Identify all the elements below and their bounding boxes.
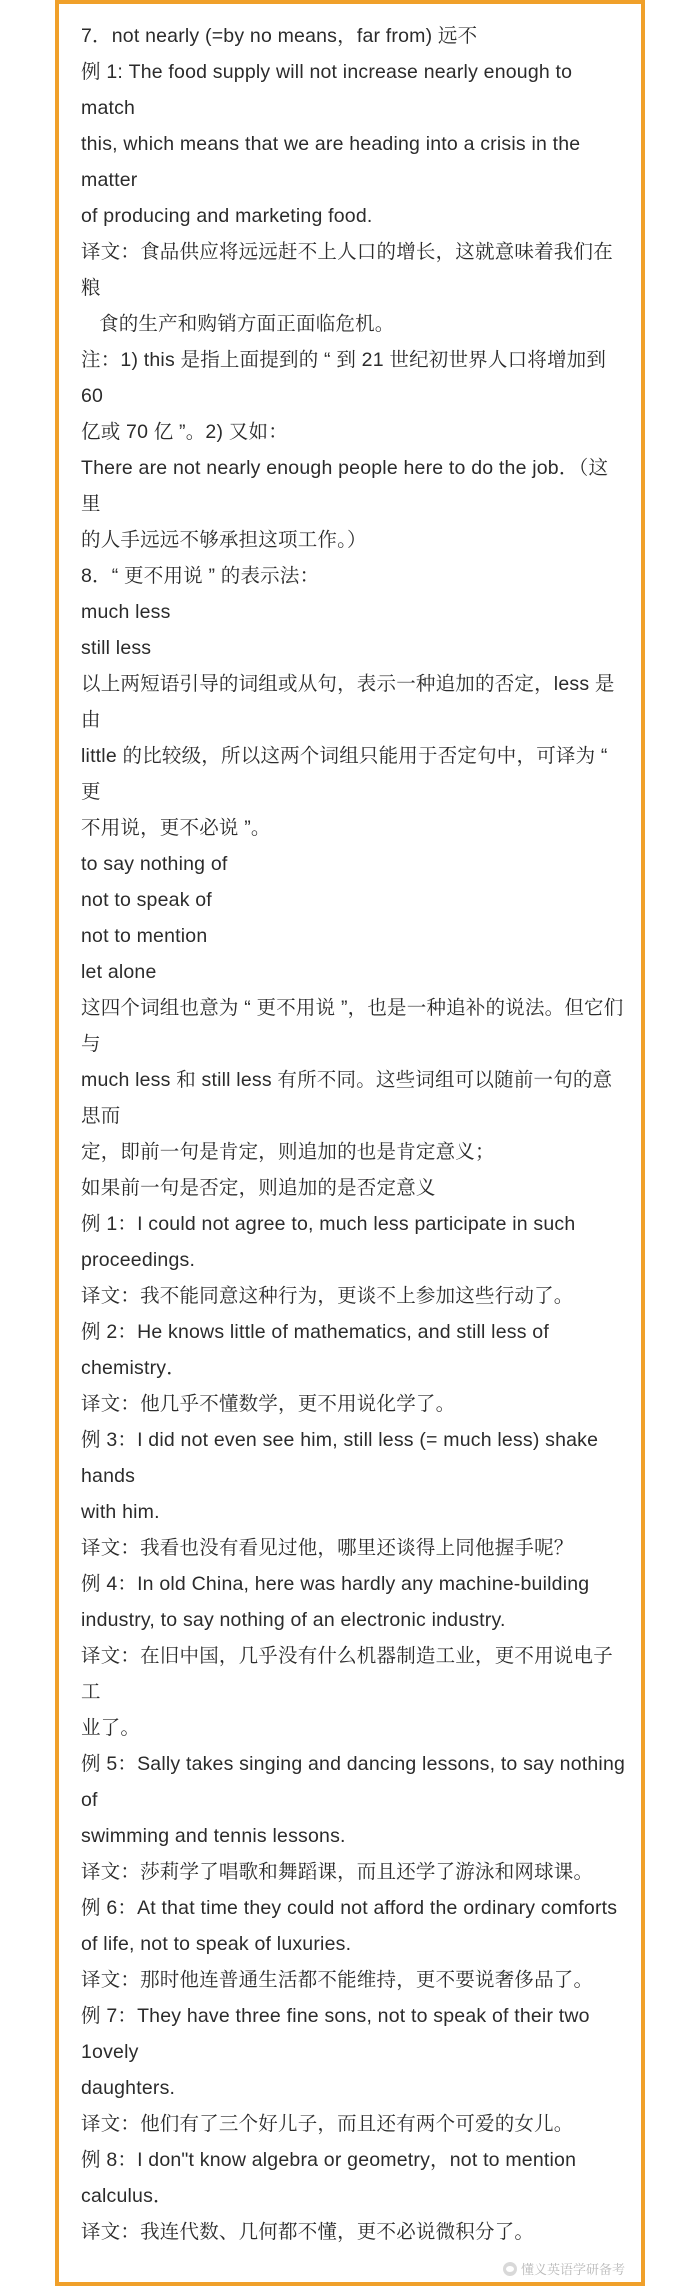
text-line: proceedings. (81, 1249, 196, 1271)
text-line: 译文：食品供应将远远赶不上人口的增长，这就意味着我们在粮 (81, 241, 613, 299)
text-line: 业了。 (81, 1717, 141, 1739)
text-line: 例 5：Sally takes singing and dancing lessons, to say nothing of (81, 1753, 631, 1811)
watermark-label: 懂义英语学研备考 (520, 2262, 625, 2277)
text-line: still less (81, 637, 152, 659)
text-line: 译文：我连代数、几何都不懂，更不必说微积分了。 (81, 2221, 535, 2243)
text-line: 亿或 70 亿 ”。2) 又如： (81, 421, 288, 443)
text-line: let alone (81, 961, 157, 983)
text-line: 例 3：I did not even see him, still less (= much less) shake hands (81, 1429, 604, 1487)
text-line: 例 1: The food supply will not increase nearly enough to match (81, 61, 578, 119)
text-line: not to speak of (81, 889, 212, 911)
text-line: calculus． (81, 2185, 173, 2207)
text-line: of producing and marketing food. (81, 205, 373, 227)
text-line: 译文：莎莉学了唱歌和舞蹈课，而且还学了游泳和网球课。 (81, 1861, 594, 1883)
content-frame (55, 0, 645, 2286)
text-line: 8．“ 更不用说 ” 的表示法： (81, 565, 320, 587)
text-line: much less (81, 601, 171, 623)
text-line: this, which means that we are heading into a crisis in the matter (81, 133, 586, 191)
text-line: 例 4：In old China, here was hardly any machine-building (81, 1573, 590, 1595)
text-line: 例 7：They have three fine sons, not to speak of their two 1ovely (81, 2005, 596, 2063)
text-line: 如果前一句是否定，则追加的是否定意义 (81, 1177, 436, 1199)
text-line: 定，即前一句是肯定，则追加的也是肯定意义； (81, 1141, 495, 1163)
watermark (503, 2259, 625, 2278)
text-line: 例 2：He knows little of mathematics, and still less of chemistry． (81, 1321, 555, 1379)
text-line: to say nothing of (81, 853, 228, 875)
text-line: 例 8：I don"t know algebra or geometry，not to mention (81, 2149, 577, 2171)
text-line: 这四个词组也意为 “ 更不用说 ”，也是一种追补的说法。但它们与 (81, 997, 624, 1055)
text-line: 例 1：I could not agree to, much less participate in such (81, 1213, 576, 1235)
text-line: 译文：我看也没有看见过他，哪里还谈得上同他握手呢？ (81, 1537, 574, 1559)
text-line: 注：1) this 是指上面提到的 “ 到 21 世纪初世界人口将增加到 60 (81, 349, 612, 407)
text-line: 不用说，更不必说 ”。 (81, 817, 271, 839)
text-line: 食的生产和购销方面正面临危机。 (99, 313, 395, 335)
weibo-icon (503, 2262, 517, 2276)
text-line: much less 和 still less 有所不同。这些词组可以随前一句的意思而 (81, 1069, 613, 1127)
text-line: not to mention (81, 925, 208, 947)
text-line: 译文：他几乎不懂数学，更不用说化学了。 (81, 1393, 456, 1415)
text-line: There are not nearly enough people here to do the job．（这里 (81, 457, 609, 515)
text-line: swimming and tennis lessons. (81, 1825, 346, 1847)
text-line: of life, not to speak of luxuries. (81, 1933, 352, 1955)
text-line: 以上两短语引导的词组或从句，表示一种追加的否定，less 是由 (81, 673, 615, 731)
text-line: little 的比较级，所以这两个词组只能用于否定句中，可译为 “ 更 (81, 745, 614, 803)
text-line: 的人手远远不够承担这项工作。） (81, 529, 367, 551)
text-line: 例 6：At that time they could not afford the ordinary comforts (81, 1897, 618, 1919)
text-line: daughters. (81, 2077, 176, 2099)
text-line: 译文：他们有了三个好儿子，而且还有两个可爱的女儿。 (81, 2113, 574, 2135)
text-line: 译文：在旧中国，几乎没有什么机器制造工业，更不用说电子工 (81, 1645, 613, 1703)
text-line: with him. (81, 1501, 160, 1523)
text-line: industry, to say nothing of an electronic industry. (81, 1609, 506, 1631)
text-line: 译文：那时他连普通生活都不能维持，更不要说奢侈品了。 (81, 1969, 594, 1991)
text-line: 7．not nearly (=by no means，far from) 远不 (81, 25, 478, 47)
text-line: 译文：我不能同意这种行为，更谈不上参加这些行动了。 (81, 1285, 574, 1307)
